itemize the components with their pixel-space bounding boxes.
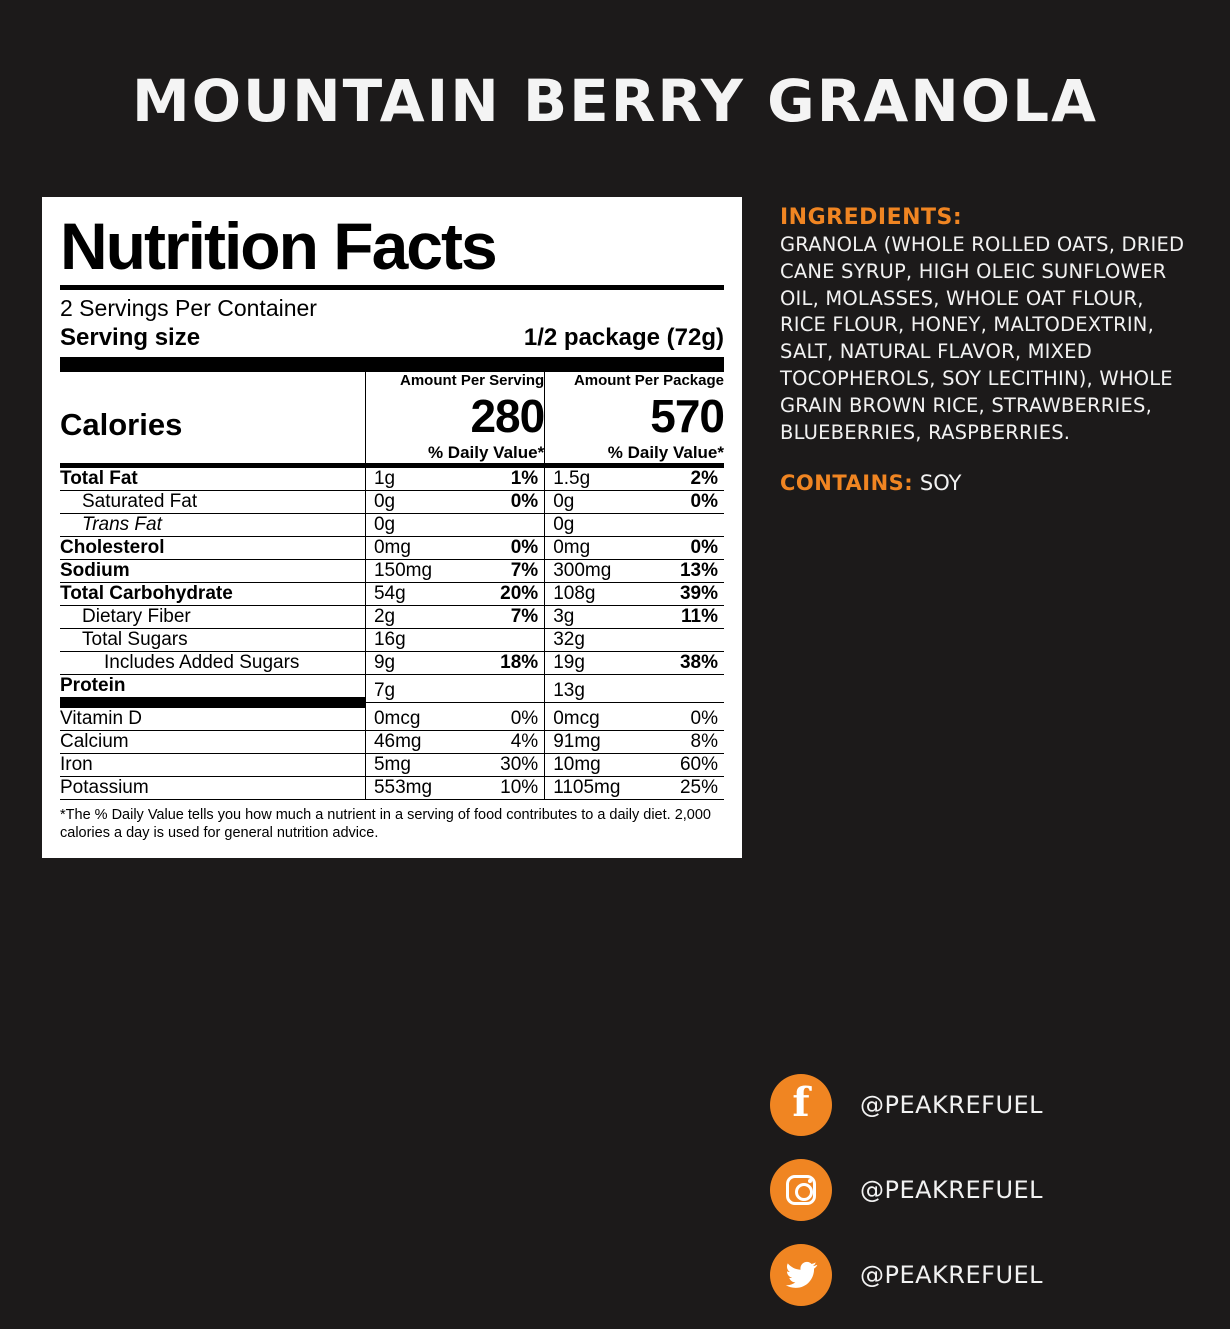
nutrition-facts-title: Nutrition Facts <box>60 208 496 283</box>
dv-header-serving: % Daily Value* <box>365 443 544 466</box>
amount-header-row <box>60 372 724 389</box>
calories-label: Calories <box>60 406 183 442</box>
row-dv-serving <box>452 628 545 651</box>
row-dv-package <box>631 674 724 702</box>
row-amount-serving: 553mg <box>365 776 451 799</box>
row-label: Saturated Fat <box>60 490 365 513</box>
ingredients-text: GRANOLA (WHOLE ROLLED OATS, DRIED CANE SYRUP, HIGH OLEIC SUNFLOWER OIL, MOLASSES, WHOLE OAT FLOUR, RICE FLOUR, HONEY, MALTODEXTRIN, SALT, NATURAL FLAVOR, MIXED TOCOPHEROLS, SOY LECITHIN), WHOLE GRAIN BROWN RICE, STRAWBERRIES, BLUEBERRIES, RASPBERRIES. <box>780 232 1185 445</box>
dv-header-package: % Daily Value* <box>545 443 724 466</box>
row-amount-package: 0g <box>545 513 631 536</box>
row-dv-serving: 4% <box>452 730 545 753</box>
page-title: MOUNTAIN BERRY GRANOLA <box>132 66 1098 135</box>
social-row-twitter[interactable] <box>770 1244 1043 1306</box>
social-row-instagram[interactable] <box>770 1159 1043 1221</box>
ingredients-column <box>742 197 1190 495</box>
table-row <box>60 702 724 730</box>
row-dv-serving: 1% <box>452 465 545 490</box>
row-amount-serving: 2g <box>365 605 451 628</box>
calories-per-package: 570 <box>545 389 724 443</box>
row-amount-package: 3g <box>545 605 631 628</box>
row-dv-serving: 0% <box>452 536 545 559</box>
row-dv-package: 0% <box>631 536 724 559</box>
row-label: Protein <box>60 674 365 702</box>
twitter-icon[interactable] <box>770 1244 832 1306</box>
table-row <box>60 513 724 536</box>
nutrition-facts-panel <box>42 197 742 858</box>
row-dv-serving: 7% <box>452 605 545 628</box>
row-label: Cholesterol <box>60 536 365 559</box>
instagram-handle: @PEAKREFUEL <box>860 1175 1044 1204</box>
row-amount-package: 91mg <box>545 730 631 753</box>
row-amount-serving: 16g <box>365 628 451 651</box>
row-amount-serving: 0mcg <box>365 702 451 730</box>
row-label: Dietary Fiber <box>60 605 365 628</box>
row-label: Total Sugars <box>60 628 365 651</box>
table-row <box>60 753 724 776</box>
row-amount-serving: 54g <box>365 582 451 605</box>
row-dv-package: 11% <box>631 605 724 628</box>
row-amount-package: 32g <box>545 628 631 651</box>
row-amount-package: 1105mg <box>545 776 631 799</box>
amount-per-serving-header: Amount Per Serving <box>365 372 544 389</box>
row-dv-package <box>631 513 724 536</box>
row-dv-serving: 7% <box>452 559 545 582</box>
row-dv-package: 0% <box>631 702 724 730</box>
row-label: Total Carbohydrate <box>60 582 365 605</box>
daily-value-footnote: *The % Daily Value tells you how much a nutrient in a serving of food contributes to a daily diet. 2,000 calories a day is used for general nutrition advice. <box>60 806 711 841</box>
instagram-icon[interactable] <box>770 1159 832 1221</box>
row-amount-package: 0mcg <box>545 702 631 730</box>
row-dv-package: 39% <box>631 582 724 605</box>
row-amount-package: 10mg <box>545 753 631 776</box>
facebook-icon[interactable]: f <box>770 1074 832 1136</box>
table-row <box>60 559 724 582</box>
servings-per-container: 2 Servings Per Container <box>60 294 317 321</box>
row-amount-serving: 0g <box>365 513 451 536</box>
nutrition-table <box>60 372 724 800</box>
table-row <box>60 605 724 628</box>
row-dv-serving: 10% <box>452 776 545 799</box>
row-dv-package: 0% <box>631 490 724 513</box>
facebook-handle: @PEAKREFUEL <box>860 1090 1044 1119</box>
table-row <box>60 490 724 513</box>
row-label: Trans Fat <box>82 513 162 535</box>
row-dv-serving: 30% <box>452 753 545 776</box>
serving-size-row <box>60 323 724 357</box>
row-amount-serving: 1g <box>365 465 451 490</box>
row-amount-serving: 7g <box>365 674 451 702</box>
table-row <box>60 465 724 490</box>
row-label: Calcium <box>60 730 365 753</box>
row-dv-serving: 0% <box>452 490 545 513</box>
table-row <box>60 674 724 702</box>
row-amount-serving: 0g <box>365 490 451 513</box>
content-area <box>0 169 1230 858</box>
row-dv-serving: 18% <box>452 651 545 674</box>
table-row <box>60 730 724 753</box>
row-dv-serving: 20% <box>452 582 545 605</box>
row-label: Vitamin D <box>60 702 365 730</box>
row-amount-package: 1.5g <box>545 465 631 490</box>
row-dv-package <box>631 628 724 651</box>
row-amount-serving: 150mg <box>365 559 451 582</box>
row-label: Includes Added Sugars <box>60 651 365 674</box>
row-dv-package: 25% <box>631 776 724 799</box>
row-amount-package: 108g <box>545 582 631 605</box>
row-amount-package: 300mg <box>545 559 631 582</box>
contains-line <box>780 471 1190 495</box>
row-amount-package: 0mg <box>545 536 631 559</box>
row-dv-serving <box>452 513 545 536</box>
social-row-facebook[interactable] <box>770 1074 1043 1136</box>
table-row <box>60 536 724 559</box>
contains-text: SOY <box>919 470 962 495</box>
row-amount-serving: 46mg <box>365 730 451 753</box>
twitter-handle: @PEAKREFUEL <box>860 1260 1044 1289</box>
row-dv-package: 2% <box>631 465 724 490</box>
row-dv-package: 8% <box>631 730 724 753</box>
row-dv-serving: 0% <box>452 702 545 730</box>
row-label: Total Fat <box>60 465 365 490</box>
row-label: Potassium <box>60 776 365 799</box>
row-amount-serving: 9g <box>365 651 451 674</box>
row-label: Sodium <box>60 559 365 582</box>
row-dv-serving <box>452 674 545 702</box>
social-links <box>770 1074 1043 1329</box>
serving-size-value: 1/2 package (72g) <box>523 323 724 351</box>
table-row <box>60 628 724 651</box>
row-amount-serving: 5mg <box>365 753 451 776</box>
row-dv-package: 13% <box>631 559 724 582</box>
row-amount-package: 0g <box>545 490 631 513</box>
amount-per-package-header: Amount Per Package <box>545 372 724 389</box>
row-label: Iron <box>60 753 365 776</box>
daily-value-header-row <box>60 443 724 466</box>
table-row <box>60 651 724 674</box>
table-row <box>60 582 724 605</box>
calories-per-serving: 280 <box>365 389 544 443</box>
ingredients-heading: INGREDIENTS: <box>780 204 963 230</box>
row-dv-package: 38% <box>631 651 724 674</box>
row-dv-package: 60% <box>631 753 724 776</box>
row-amount-package: 19g <box>545 651 631 674</box>
calories-row <box>60 389 724 443</box>
serving-size-label: Serving size <box>60 323 201 351</box>
row-amount-serving: 0mg <box>365 536 451 559</box>
row-amount-package: 13g <box>545 674 631 702</box>
contains-heading: CONTAINS: <box>780 470 914 495</box>
table-row <box>60 776 724 799</box>
